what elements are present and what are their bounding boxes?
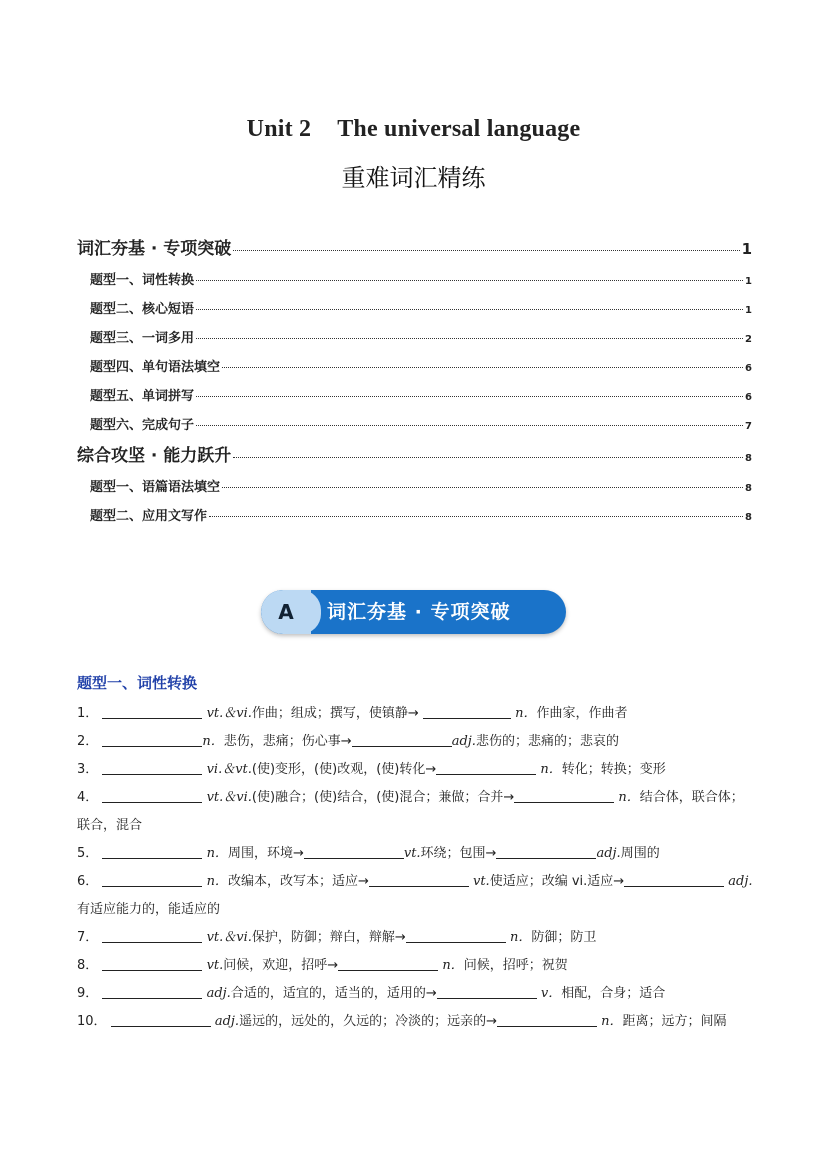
list-item: 9． adj.合适的，适宜的，适当的，适用的→ v．相配，合身；适合 [77, 980, 755, 1008]
document-title [0, 116, 827, 143]
answer-blank[interactable] [102, 787, 202, 803]
toc-item[interactable]: 题型五、单词拼写 6 [90, 389, 752, 404]
answer-blank[interactable] [304, 843, 404, 859]
unit-name: The universal language [337, 116, 581, 142]
toc-item[interactable]: 题型一、词性转换 1 [90, 273, 752, 288]
answer-blank[interactable] [102, 759, 202, 775]
toc-item[interactable]: 题型二、核心短语 1 [90, 302, 752, 317]
section-heading: 题型一、词性转换 [77, 674, 198, 692]
answer-blank[interactable] [102, 871, 202, 887]
list-item: 7． vt.＆vi.保护，防御；辩白，辩解→ n．防御；防卫 [77, 924, 755, 952]
answer-blank[interactable] [102, 927, 202, 943]
list-item: 5． n．周围，环境→ vt.环绕；包围→ adj.周围的 [77, 840, 755, 868]
toc-heading-1[interactable]: 词汇夯基 · 专项突破 1 [77, 239, 752, 259]
answer-blank[interactable] [514, 787, 614, 803]
toc-item[interactable]: 题型四、单句语法填空 6 [90, 360, 752, 375]
answer-blank[interactable] [102, 703, 202, 719]
answer-blank[interactable] [111, 1011, 211, 1027]
list-item: 3． vi.＆vt.(使)变形，(使)改观，(使)转化→ n．转化；转换；变形 [77, 756, 755, 784]
answer-blank[interactable] [102, 843, 202, 859]
answer-blank[interactable] [102, 955, 202, 971]
toc-item[interactable]: 题型三、一词多用 2 [90, 331, 752, 346]
toc-item[interactable]: 题型一、语篇语法填空 8 [90, 480, 752, 495]
toc-heading-2[interactable]: 综合攻坚 · 能力跃升 8 [77, 446, 752, 466]
answer-blank[interactable] [496, 843, 596, 859]
answer-blank[interactable] [102, 731, 202, 747]
list-item: 6． n．改编本，改写本；适应→ vt.使适应；改编 vi.适应→ adj.有适应能力的，能适应的 [77, 868, 755, 924]
document-subtitle: 重难词汇精练 [341, 164, 486, 192]
answer-blank[interactable] [369, 871, 469, 887]
answer-blank[interactable] [624, 871, 724, 887]
answer-blank[interactable] [436, 759, 536, 775]
section-badge: A [261, 590, 311, 634]
toc-item[interactable]: 题型六、完成句子 7 [90, 418, 752, 433]
table-of-contents [77, 233, 752, 531]
answer-blank[interactable] [406, 927, 506, 943]
list-item: 1． vt.＆vi.作曲；组成；撰写，使镇静→ n．作曲家，作曲者 [77, 700, 755, 728]
answer-blank[interactable] [102, 983, 202, 999]
toc-item[interactable]: 题型二、应用文写作 8 [90, 509, 752, 524]
banner-title: 词汇夯基 · 专项突破 [327, 601, 511, 623]
unit-label: Unit 2 [246, 116, 312, 142]
answer-blank[interactable] [423, 703, 511, 719]
list-item: 8． vt.问候，欢迎，招呼→ n．问候，招呼；祝贺 [77, 952, 755, 980]
answer-blank[interactable] [338, 955, 438, 971]
section-banner [261, 590, 566, 634]
exercise-list [77, 700, 755, 1036]
answer-blank[interactable] [437, 983, 537, 999]
list-item: 10． adj.遥远的，远处的，久远的；冷淡的；远亲的→ n．距离；远方；间隔 [77, 1008, 755, 1036]
list-item: 2． n．悲伤，悲痛；伤心事→ adj.悲伤的；悲痛的；悲哀的 [77, 728, 755, 756]
list-item: 4． vt.＆vi.(使)融合；(使)结合，(使)混合；兼做；合并→ n．结合体，联合体；联合，混合 [77, 784, 755, 840]
answer-blank[interactable] [497, 1011, 597, 1027]
answer-blank[interactable] [352, 731, 452, 747]
